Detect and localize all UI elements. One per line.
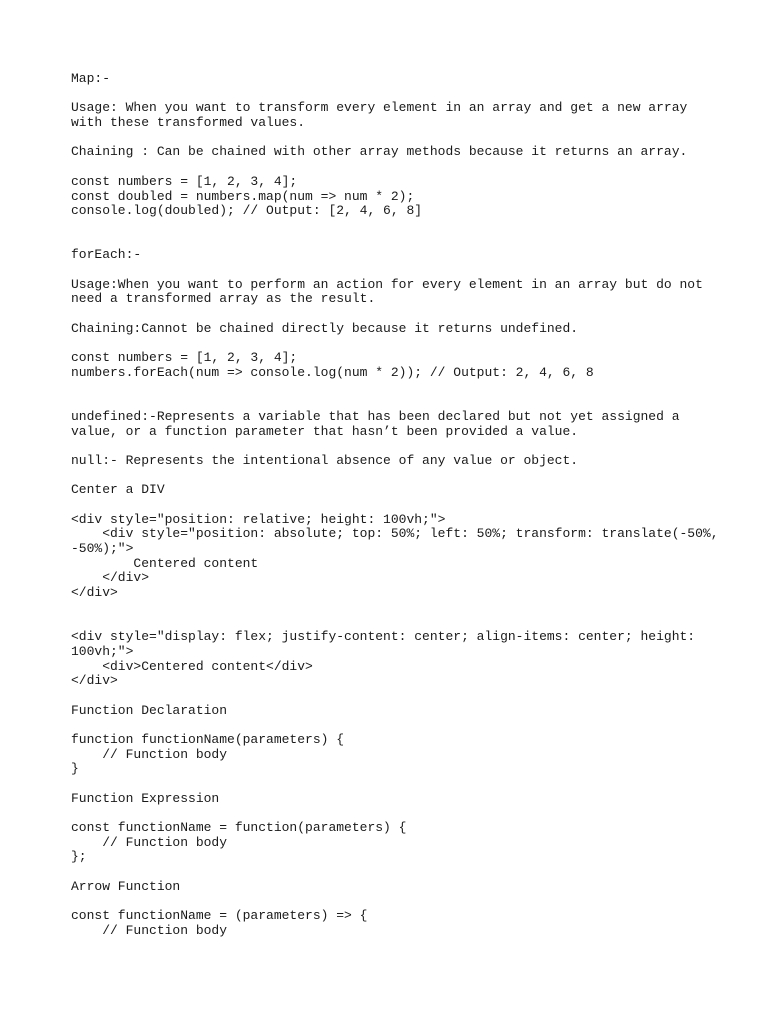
text-line: forEach:- xyxy=(71,247,142,263)
text-line: const numbers = [1, 2, 3, 4]; xyxy=(71,173,298,189)
text-line: const functionName = function(parameters) { xyxy=(71,820,407,836)
text-line: null:- Represents the intentional absence of any value or object. xyxy=(71,452,579,468)
blank-line xyxy=(71,806,728,821)
text-line: undefined:-Represents a variable that has been declared but not yet assigned a xyxy=(71,408,680,424)
text-line: Usage: When you want to transform every element in an array and get a new array xyxy=(71,100,688,116)
text-line: // Function body xyxy=(71,746,228,762)
blank-line xyxy=(71,469,728,484)
text-line: Arrow Function xyxy=(71,878,181,894)
text-line: </div> xyxy=(71,673,118,689)
text-line: }; xyxy=(71,849,87,865)
text-line: Function Declaration xyxy=(71,702,228,718)
text-line: function functionName(parameters) { xyxy=(71,731,345,747)
blank-line xyxy=(71,777,728,792)
text-line: Function Expression xyxy=(71,790,220,806)
blank-line xyxy=(71,234,728,249)
blank-line xyxy=(71,865,728,880)
document-body xyxy=(71,72,728,939)
text-line: const numbers = [1, 2, 3, 4]; xyxy=(71,350,298,366)
text-line: numbers.forEach(num => console.log(num * 2)); // Output: 2, 4, 6, 8 xyxy=(71,364,594,380)
text-line: need a transformed array as the result. xyxy=(71,291,376,307)
blank-line xyxy=(71,718,728,733)
blank-line xyxy=(71,380,728,395)
text-line: with these transformed values. xyxy=(71,115,306,131)
text-line: </div> xyxy=(71,585,118,601)
blank-line xyxy=(71,689,728,704)
blank-line xyxy=(71,439,728,454)
blank-line xyxy=(71,601,728,616)
text-line: <div>Centered content</div> xyxy=(71,658,313,674)
text-line: Map:- xyxy=(71,71,111,86)
blank-line xyxy=(71,263,728,278)
text-line: const functionName = (parameters) => { xyxy=(71,908,368,924)
text-line: value, or a function parameter that hasn’t been provided a value. xyxy=(71,423,579,439)
text-line: console.log(doubled); // Output: [2, 4, 6, 8] xyxy=(71,203,423,219)
text-line: <div style="display: flex; justify-content: center; align-items: center; height: xyxy=(71,629,696,645)
text-line: 100vh;"> xyxy=(71,643,134,659)
text-line: Usage:When you want to perform an action for every element in an array but do not xyxy=(71,276,703,292)
text-line: const doubled = numbers.map(num => num * 2); xyxy=(71,188,415,204)
text-line: Chaining : Can be chained with other array methods because it returns an array. xyxy=(71,144,688,160)
text-line: -50%);"> xyxy=(71,541,134,556)
blank-line xyxy=(71,895,728,910)
text-line: Centered content xyxy=(71,555,259,571)
text-line: // Function body xyxy=(71,834,228,850)
blank-line xyxy=(71,615,728,630)
text-line: // Function body xyxy=(71,922,228,938)
blank-line xyxy=(71,219,728,234)
blank-line xyxy=(71,87,728,102)
text-line: } xyxy=(71,761,79,777)
blank-line xyxy=(71,160,728,175)
text-line: <div style="position: absolute; top: 50%; left: 50%; transform: translate(-50%, xyxy=(71,526,719,542)
blank-line xyxy=(71,395,728,410)
text-line: </div> xyxy=(71,570,150,586)
blank-line xyxy=(71,336,728,351)
text-line: <div style="position: relative; height: 100vh;"> xyxy=(71,511,446,527)
blank-line xyxy=(71,307,728,322)
text-line: Center a DIV xyxy=(71,482,165,498)
blank-line xyxy=(71,498,728,513)
text-line: Chaining:Cannot be chained directly because it returns undefined. xyxy=(71,320,579,336)
blank-line xyxy=(71,131,728,146)
